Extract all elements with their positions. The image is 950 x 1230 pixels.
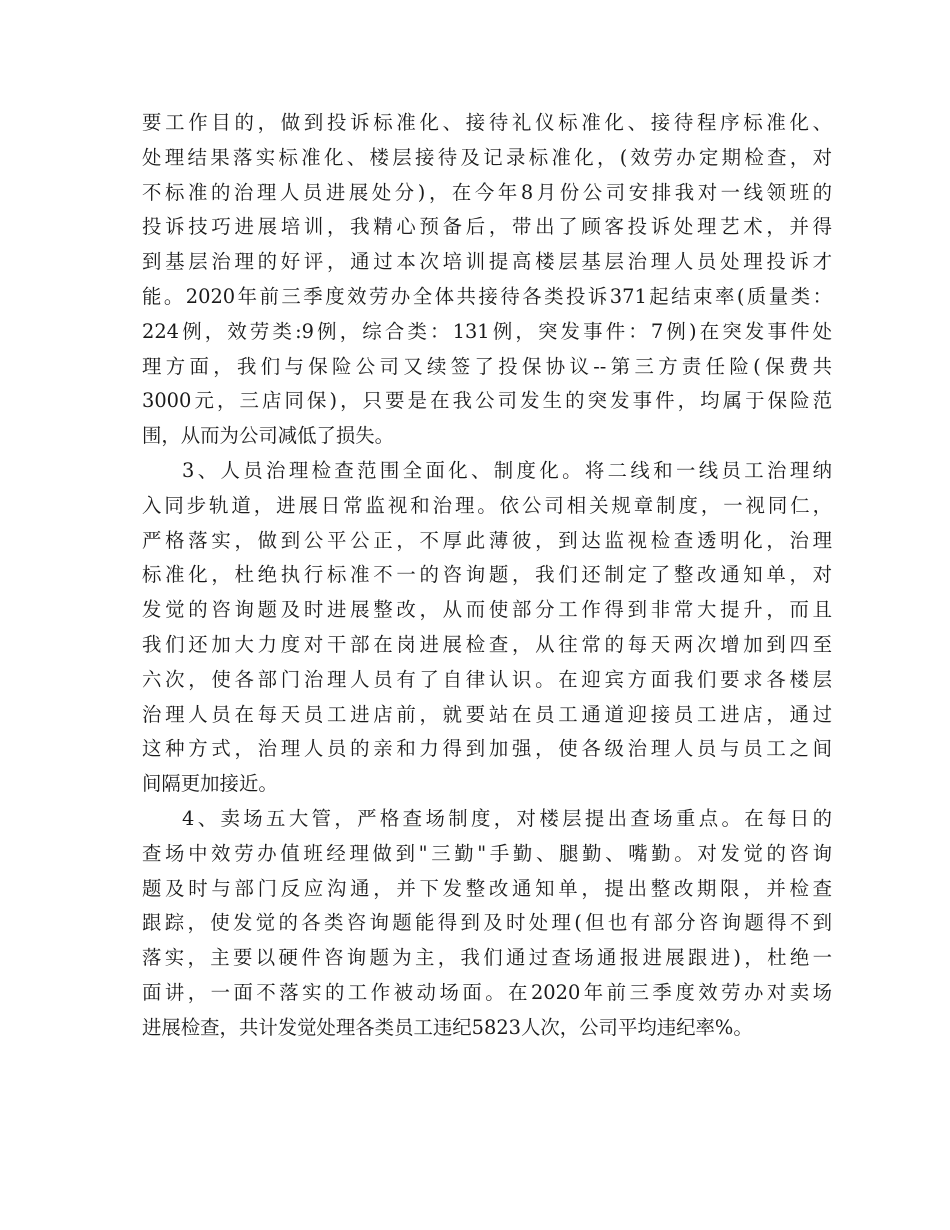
text-line: 要工作目的，做到投诉标准化、接待礼仪标准化、接待程序标准化、 (142, 111, 832, 134)
text-line: 能。2020年前三季度效劳办全体共接待各类投诉371起结束率(质量类： (142, 284, 832, 308)
text-line: 治理人员在每天员工进店前，就要站在员工通道迎接员工进店，通过 (142, 702, 832, 726)
text-line: 标准化，杜绝执行标准不一的咨询题，我们还制定了整改通知单，对 (142, 563, 832, 587)
text-line: 4、卖场五大管，严格查场制度，对楼层提出查场重点。在每日的 (182, 806, 832, 830)
text-line: 六次，使各部门治理人员有了自律认识。在迎宾方面我们要求各楼层 (142, 667, 832, 691)
text-line: 查场中效劳办值班经理做到"三勤"手勤、腿勤、嘴勤。对发觉的咨询 (142, 841, 832, 865)
text-line: 入同步轨道，进展日常监视和治理。依公司相关规章制度，一视同仁， (142, 493, 832, 517)
text-line: 间隔更加接近。 (142, 772, 278, 796)
text-line: 224例，效劳类:9例，综合类：131例，突发事件：7例)在突发事件处 (142, 319, 832, 343)
text-line: 3、人员治理检查范围全面化、制度化。将二线和一线员工治理纳 (182, 458, 832, 482)
text-line: 严格落实，做到公平公正，不厚此薄彼，到达监视检查透明化，治理 (142, 528, 832, 552)
text-line: 落实，主要以硬件咨询题为主，我们通过查场通报进展跟进)，杜绝一 (142, 946, 832, 970)
text-line: 到基层治理的好评，通过本次培训提高楼层基层治理人员处理投诉才 (142, 250, 832, 274)
text-line: 3000元，三店同保)，只要是在我公司发生的突发事件，均属于保险范 (142, 389, 832, 413)
text-line: 面讲，一面不落实的工作被动场面。在2020年前三季度效劳办对卖场 (142, 980, 832, 1004)
text-line: 进展检查，共计发觉处理各类员工违纪5823人次，公司平均违纪率%。 (142, 1015, 753, 1039)
text-line: 围，从而为公司减低了损失。 (142, 424, 395, 448)
paragraph-store-inspection (142, 802, 832, 1046)
text-line: 不标准的治理人员进展处分)，在今年8月份公司安排我对一线领班的 (142, 180, 832, 204)
text-line: 处理结果落实标准化、楼层接待及记录标准化，(效劳办定期检查，对 (142, 145, 832, 169)
text-line: 投诉技巧进展培训，我精心预备后，带出了顾客投诉处理艺术，并得 (142, 215, 832, 239)
text-line: 发觉的咨询题及时进展整改，从而使部分工作得到非常大提升，而且 (142, 598, 832, 622)
paragraph-complaint-handling (142, 106, 832, 454)
text-line: 这种方式，治理人员的亲和力得到加强，使各级治理人员与员工之间 (142, 737, 832, 761)
text-line: 跟踪，使发觉的各类咨询题能得到及时处理(但也有部分咨询题得不到 (142, 911, 832, 935)
text-line: 理方面，我们与保险公司又续签了投保协议--第三方责任险(保费共 (142, 354, 832, 378)
document-body (142, 106, 832, 1046)
paragraph-staff-management (142, 454, 832, 802)
text-line: 题及时与部门反应沟通，并下发整改通知单，提出整改期限，并检查 (142, 876, 832, 900)
text-line: 我们还加大力度对干部在岗进展检查，从往常的每天两次增加到四至 (142, 632, 832, 656)
